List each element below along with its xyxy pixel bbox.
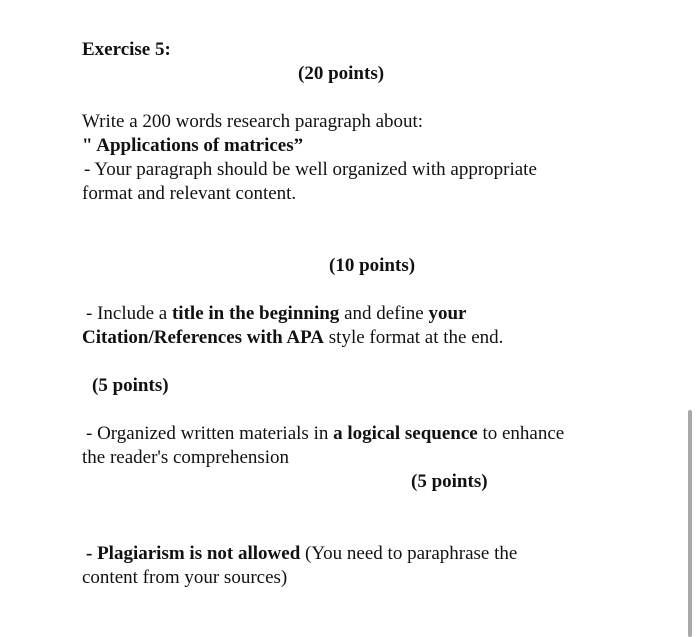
points-5-second: (5 points) <box>411 471 488 492</box>
logic-requirement-line1: - Organized written materials in a logical sequence to enhance <box>86 423 565 444</box>
vertical-scrollbar[interactable] <box>688 410 692 637</box>
exercise-title: Exercise 5: <box>82 39 171 60</box>
topic-line: " Applications of matrices” <box>82 135 304 156</box>
intro-line: Write a 200 words research paragraph about: <box>82 111 424 132</box>
title-requirement-line2: Citation/References with APA style format at the end. <box>82 327 504 348</box>
requirement-organization-line1: - Your paragraph should be well organized with appropriate <box>84 159 537 180</box>
title-requirement-line1: - Include a title in the beginning and define your <box>86 303 467 324</box>
points-5-first: (5 points) <box>92 375 169 396</box>
logic-requirement-line2: the reader's comprehension <box>82 447 290 468</box>
plagiarism-line1: - Plagiarism is not allowed (You need to paraphrase the <box>86 543 518 564</box>
points-10: (10 points) <box>329 255 416 276</box>
plagiarism-line2: content from your sources) <box>82 567 288 588</box>
requirement-organization-line2: format and relevant content. <box>82 183 297 204</box>
exercise-points: (20 points) <box>298 63 385 84</box>
